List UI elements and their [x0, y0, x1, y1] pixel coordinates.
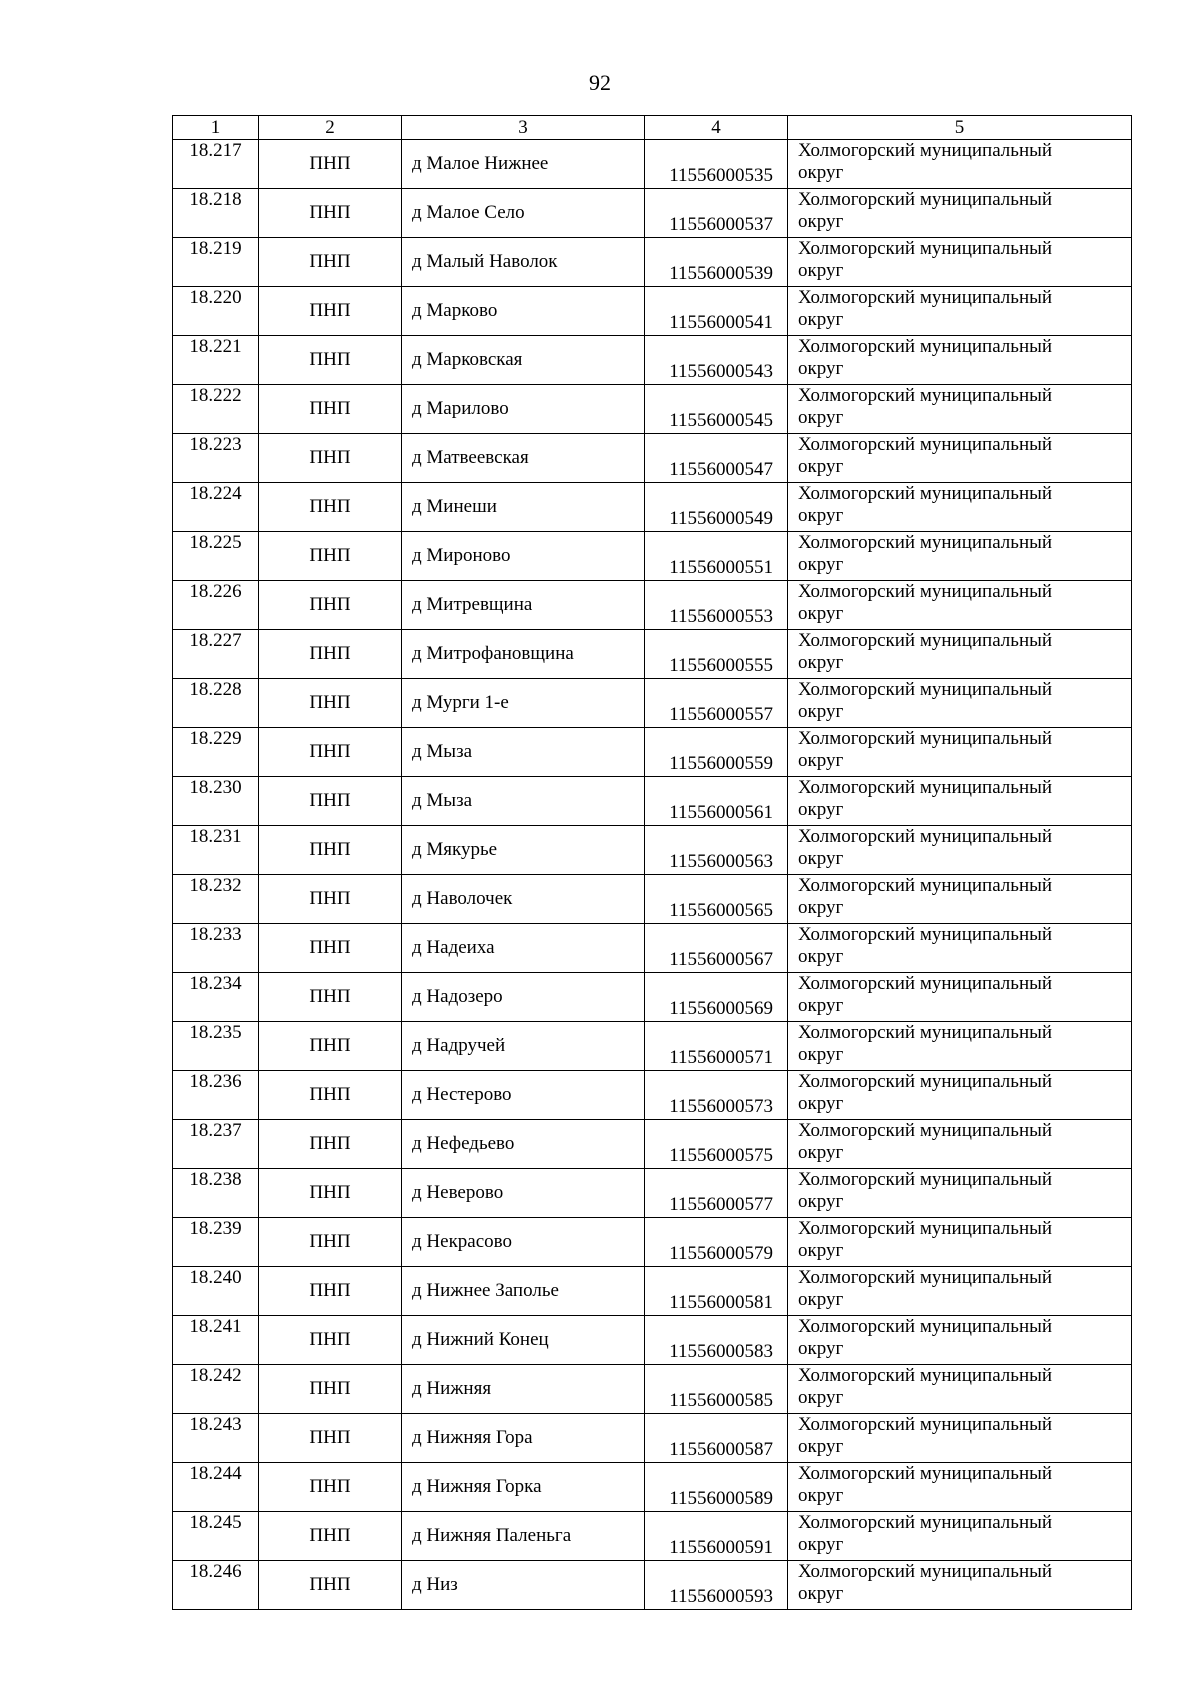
oktmo-code-cell: 11556000591	[645, 1512, 788, 1561]
table-header	[173, 116, 1132, 140]
municipal-district-line-1: Холмогорский муниципальный	[798, 1120, 1053, 1141]
object-type-cell: ПНП	[259, 434, 402, 483]
municipal-district-line-2: округ	[798, 1436, 844, 1457]
municipal-district-line-1: Холмогорский муниципальный	[798, 1071, 1053, 1092]
municipal-district-line-2: округ	[798, 603, 844, 624]
row-number-cell: 18.221	[173, 336, 259, 385]
row-number-cell: 18.241	[173, 1316, 259, 1365]
oktmo-code-cell: 11556000535	[645, 140, 788, 189]
oktmo-code-cell: 11556000549	[645, 483, 788, 532]
municipal-district-cell	[788, 679, 1132, 728]
oktmo-code-cell: 11556000569	[645, 973, 788, 1022]
object-type-cell: ПНП	[259, 1267, 402, 1316]
row-number-cell: 18.243	[173, 1414, 259, 1463]
row-number-cell: 18.236	[173, 1071, 259, 1120]
settlement-name-cell: д Марково	[402, 287, 645, 336]
municipal-district-line-1: Холмогорский муниципальный	[798, 1561, 1053, 1582]
municipal-district-line-2: округ	[798, 1093, 844, 1114]
municipal-district-cell	[788, 728, 1132, 777]
row-number-cell: 18.246	[173, 1561, 259, 1610]
municipal-district-line-2: округ	[798, 260, 844, 281]
row-number-cell: 18.217	[173, 140, 259, 189]
municipal-district-cell	[788, 238, 1132, 287]
settlement-name-cell: д Мурги 1-е	[402, 679, 645, 728]
municipal-district-cell	[788, 1365, 1132, 1414]
object-type-cell: ПНП	[259, 287, 402, 336]
row-number-cell: 18.244	[173, 1463, 259, 1512]
object-type-cell: ПНП	[259, 336, 402, 385]
row-number-cell: 18.224	[173, 483, 259, 532]
municipal-district-cell	[788, 777, 1132, 826]
municipal-district-line-2: округ	[798, 456, 844, 477]
table-row	[173, 1365, 1132, 1414]
municipal-district-line-1: Холмогорский муниципальный	[798, 973, 1053, 994]
table-row	[173, 1218, 1132, 1267]
table-row	[173, 532, 1132, 581]
row-number-cell: 18.232	[173, 875, 259, 924]
oktmo-code-cell: 11556000561	[645, 777, 788, 826]
oktmo-code-cell: 11556000577	[645, 1169, 788, 1218]
row-number-cell: 18.220	[173, 287, 259, 336]
object-type-cell: ПНП	[259, 140, 402, 189]
municipal-district-line-1: Холмогорский муниципальный	[798, 336, 1053, 357]
municipal-district-line-1: Холмогорский муниципальный	[798, 777, 1053, 798]
municipal-district-line-2: округ	[798, 897, 844, 918]
table-row	[173, 1316, 1132, 1365]
municipal-district-line-1: Холмогорский муниципальный	[798, 875, 1053, 896]
row-number-cell: 18.225	[173, 532, 259, 581]
municipal-district-cell	[788, 1022, 1132, 1071]
table-row	[173, 777, 1132, 826]
object-type-cell: ПНП	[259, 385, 402, 434]
settlement-name-cell: д Нижняя Паленьга	[402, 1512, 645, 1561]
oktmo-code-cell: 11556000579	[645, 1218, 788, 1267]
municipal-district-line-1: Холмогорский муниципальный	[798, 826, 1053, 847]
settlements-table	[172, 115, 1132, 1610]
row-number-cell: 18.219	[173, 238, 259, 287]
municipal-district-cell	[788, 1414, 1132, 1463]
settlement-name-cell: д Мироново	[402, 532, 645, 581]
settlement-name-cell: д Наволочек	[402, 875, 645, 924]
oktmo-code-cell: 11556000587	[645, 1414, 788, 1463]
municipal-district-line-1: Холмогорский муниципальный	[798, 532, 1053, 553]
table-row	[173, 483, 1132, 532]
table-row	[173, 1561, 1132, 1610]
municipal-district-line-1: Холмогорский муниципальный	[798, 581, 1053, 602]
settlement-name-cell: д Митрофановщина	[402, 630, 645, 679]
municipal-district-line-1: Холмогорский муниципальный	[798, 1218, 1053, 1239]
row-number-cell: 18.235	[173, 1022, 259, 1071]
column-header-1: 1	[173, 116, 259, 140]
object-type-cell: ПНП	[259, 532, 402, 581]
object-type-cell: ПНП	[259, 630, 402, 679]
municipal-district-cell	[788, 875, 1132, 924]
object-type-cell: ПНП	[259, 1512, 402, 1561]
municipal-district-line-1: Холмогорский муниципальный	[798, 140, 1053, 161]
municipal-district-line-2: округ	[798, 162, 844, 183]
oktmo-code-cell: 11556000547	[645, 434, 788, 483]
municipal-district-line-2: округ	[798, 505, 844, 526]
municipal-district-line-1: Холмогорский муниципальный	[798, 189, 1053, 210]
municipal-district-cell	[788, 1463, 1132, 1512]
row-number-cell: 18.227	[173, 630, 259, 679]
table-row	[173, 581, 1132, 630]
object-type-cell: ПНП	[259, 581, 402, 630]
municipal-district-line-2: округ	[798, 799, 844, 820]
object-type-cell: ПНП	[259, 973, 402, 1022]
row-number-cell: 18.226	[173, 581, 259, 630]
oktmo-code-cell: 11556000593	[645, 1561, 788, 1610]
settlement-name-cell: д Малое Село	[402, 189, 645, 238]
row-number-cell: 18.229	[173, 728, 259, 777]
municipal-district-line-1: Холмогорский муниципальный	[798, 287, 1053, 308]
municipal-district-line-2: округ	[798, 211, 844, 232]
municipal-district-cell	[788, 1218, 1132, 1267]
municipal-district-line-1: Холмогорский муниципальный	[798, 1463, 1053, 1484]
object-type-cell: ПНП	[259, 679, 402, 728]
oktmo-code-cell: 11556000589	[645, 1463, 788, 1512]
object-type-cell: ПНП	[259, 189, 402, 238]
municipal-district-line-1: Холмогорский муниципальный	[798, 483, 1053, 504]
object-type-cell: ПНП	[259, 1316, 402, 1365]
settlement-name-cell: д Надручей	[402, 1022, 645, 1071]
municipal-district-cell	[788, 1120, 1132, 1169]
municipal-district-cell	[788, 581, 1132, 630]
table-row	[173, 1022, 1132, 1071]
settlement-name-cell: д Надозеро	[402, 973, 645, 1022]
oktmo-code-cell: 11556000581	[645, 1267, 788, 1316]
row-number-cell: 18.234	[173, 973, 259, 1022]
municipal-district-cell	[788, 1561, 1132, 1610]
table-row	[173, 1414, 1132, 1463]
municipal-district-cell	[788, 1512, 1132, 1561]
object-type-cell: ПНП	[259, 1120, 402, 1169]
settlement-name-cell: д Мыза	[402, 728, 645, 777]
table-row	[173, 630, 1132, 679]
oktmo-code-cell: 11556000571	[645, 1022, 788, 1071]
header-row	[173, 116, 1132, 140]
table-row	[173, 728, 1132, 777]
table-row	[173, 1267, 1132, 1316]
settlement-name-cell: д Некрасово	[402, 1218, 645, 1267]
settlement-name-cell: д Нижняя Горка	[402, 1463, 645, 1512]
municipal-district-line-2: округ	[798, 995, 844, 1016]
oktmo-code-cell: 11556000583	[645, 1316, 788, 1365]
municipal-district-cell	[788, 434, 1132, 483]
municipal-district-cell	[788, 630, 1132, 679]
table-row	[173, 924, 1132, 973]
municipal-district-line-1: Холмогорский муниципальный	[798, 1022, 1053, 1043]
settlement-name-cell: д Нижний Конец	[402, 1316, 645, 1365]
table-row	[173, 1463, 1132, 1512]
settlement-name-cell: д Нижняя	[402, 1365, 645, 1414]
row-number-cell: 18.230	[173, 777, 259, 826]
municipal-district-cell	[788, 483, 1132, 532]
object-type-cell: ПНП	[259, 1169, 402, 1218]
oktmo-code-cell: 11556000545	[645, 385, 788, 434]
object-type-cell: ПНП	[259, 1022, 402, 1071]
municipal-district-cell	[788, 1316, 1132, 1365]
municipal-district-line-2: округ	[798, 652, 844, 673]
row-number-cell: 18.228	[173, 679, 259, 728]
settlement-name-cell: д Мякурье	[402, 826, 645, 875]
object-type-cell: ПНП	[259, 238, 402, 287]
municipal-district-line-1: Холмогорский муниципальный	[798, 1267, 1053, 1288]
table-row	[173, 875, 1132, 924]
oktmo-code-cell: 11556000555	[645, 630, 788, 679]
municipal-district-cell	[788, 287, 1132, 336]
municipal-district-line-2: округ	[798, 1485, 844, 1506]
table-row	[173, 1169, 1132, 1218]
municipal-district-line-1: Холмогорский муниципальный	[798, 679, 1053, 700]
oktmo-code-cell: 11556000559	[645, 728, 788, 777]
row-number-cell: 18.242	[173, 1365, 259, 1414]
object-type-cell: ПНП	[259, 826, 402, 875]
table-row	[173, 1071, 1132, 1120]
column-header-5: 5	[788, 116, 1132, 140]
municipal-district-line-1: Холмогорский муниципальный	[798, 385, 1053, 406]
municipal-district-line-2: округ	[798, 701, 844, 722]
settlement-name-cell: д Нефедьево	[402, 1120, 645, 1169]
object-type-cell: ПНП	[259, 777, 402, 826]
settlement-name-cell: д Надеиха	[402, 924, 645, 973]
municipal-district-line-2: округ	[798, 1534, 844, 1555]
municipal-district-line-2: округ	[798, 1142, 844, 1163]
municipal-district-line-1: Холмогорский муниципальный	[798, 630, 1053, 651]
object-type-cell: ПНП	[259, 1463, 402, 1512]
row-number-cell: 18.239	[173, 1218, 259, 1267]
oktmo-code-cell: 11556000537	[645, 189, 788, 238]
page-number: 92	[589, 70, 611, 95]
municipal-district-cell	[788, 973, 1132, 1022]
row-number-cell: 18.233	[173, 924, 259, 973]
municipal-district-cell	[788, 385, 1132, 434]
table-row	[173, 140, 1132, 189]
municipal-district-line-2: округ	[798, 358, 844, 379]
settlement-name-cell: д Нижняя Гора	[402, 1414, 645, 1463]
table-row	[173, 189, 1132, 238]
municipal-district-line-1: Холмогорский муниципальный	[798, 1512, 1053, 1533]
municipal-district-cell	[788, 924, 1132, 973]
municipal-district-cell	[788, 336, 1132, 385]
object-type-cell: ПНП	[259, 1561, 402, 1610]
municipal-district-line-1: Холмогорский муниципальный	[798, 728, 1053, 749]
settlement-name-cell: д Мыза	[402, 777, 645, 826]
oktmo-code-cell: 11556000557	[645, 679, 788, 728]
oktmo-code-cell: 11556000543	[645, 336, 788, 385]
table-body	[173, 140, 1132, 1610]
row-number-cell: 18.231	[173, 826, 259, 875]
municipal-district-line-2: округ	[798, 1240, 844, 1261]
municipal-district-line-1: Холмогорский муниципальный	[798, 1414, 1053, 1435]
municipal-district-cell	[788, 189, 1132, 238]
column-header-3: 3	[402, 116, 645, 140]
table-row	[173, 1120, 1132, 1169]
table-row	[173, 1512, 1132, 1561]
oktmo-code-cell: 11556000585	[645, 1365, 788, 1414]
table-row	[173, 238, 1132, 287]
municipal-district-cell	[788, 140, 1132, 189]
table-row	[173, 434, 1132, 483]
row-number-cell: 18.223	[173, 434, 259, 483]
object-type-cell: ПНП	[259, 924, 402, 973]
settlement-name-cell: д Марковская	[402, 336, 645, 385]
row-number-cell: 18.238	[173, 1169, 259, 1218]
table-row	[173, 385, 1132, 434]
table-row	[173, 679, 1132, 728]
object-type-cell: ПНП	[259, 875, 402, 924]
municipal-district-line-2: округ	[798, 1044, 844, 1065]
municipal-district-cell	[788, 1169, 1132, 1218]
settlement-name-cell: д Малый Наволок	[402, 238, 645, 287]
municipal-district-line-1: Холмогорский муниципальный	[798, 238, 1053, 259]
municipal-district-cell	[788, 1071, 1132, 1120]
municipal-district-line-2: округ	[798, 1338, 844, 1359]
municipal-district-line-2: округ	[798, 750, 844, 771]
row-number-cell: 18.245	[173, 1512, 259, 1561]
municipal-district-cell	[788, 1267, 1132, 1316]
municipal-district-line-2: округ	[798, 554, 844, 575]
column-header-2: 2	[259, 116, 402, 140]
municipal-district-line-2: округ	[798, 309, 844, 330]
oktmo-code-cell: 11556000553	[645, 581, 788, 630]
municipal-district-cell	[788, 826, 1132, 875]
oktmo-code-cell: 11556000575	[645, 1120, 788, 1169]
row-number-cell: 18.240	[173, 1267, 259, 1316]
settlement-name-cell: д Митревщина	[402, 581, 645, 630]
object-type-cell: ПНП	[259, 1071, 402, 1120]
oktmo-code-cell: 11556000573	[645, 1071, 788, 1120]
object-type-cell: ПНП	[259, 728, 402, 777]
row-number-cell: 18.218	[173, 189, 259, 238]
settlement-name-cell: д Нестерово	[402, 1071, 645, 1120]
municipal-district-line-1: Холмогорский муниципальный	[798, 1169, 1053, 1190]
row-number-cell: 18.222	[173, 385, 259, 434]
oktmo-code-cell: 11556000539	[645, 238, 788, 287]
municipal-district-line-1: Холмогорский муниципальный	[798, 1316, 1053, 1337]
municipal-district-line-2: округ	[798, 848, 844, 869]
table-row	[173, 973, 1132, 1022]
oktmo-code-cell: 11556000551	[645, 532, 788, 581]
municipal-district-line-2: округ	[798, 1191, 844, 1212]
settlement-name-cell: д Неверово	[402, 1169, 645, 1218]
table-row	[173, 287, 1132, 336]
oktmo-code-cell: 11556000567	[645, 924, 788, 973]
oktmo-code-cell: 11556000541	[645, 287, 788, 336]
municipal-district-line-2: округ	[798, 1583, 844, 1604]
object-type-cell: ПНП	[259, 1365, 402, 1414]
oktmo-code-cell: 11556000565	[645, 875, 788, 924]
municipal-district-line-2: округ	[798, 1289, 844, 1310]
municipal-district-line-1: Холмогорский муниципальный	[798, 1365, 1053, 1386]
settlement-name-cell: д Матвеевская	[402, 434, 645, 483]
municipal-district-cell	[788, 532, 1132, 581]
settlement-name-cell: д Малое Нижнее	[402, 140, 645, 189]
object-type-cell: ПНП	[259, 1414, 402, 1463]
municipal-district-line-2: округ	[798, 407, 844, 428]
column-header-4: 4	[645, 116, 788, 140]
object-type-cell: ПНП	[259, 1218, 402, 1267]
object-type-cell: ПНП	[259, 483, 402, 532]
settlement-name-cell: д Минеши	[402, 483, 645, 532]
row-number-cell: 18.237	[173, 1120, 259, 1169]
table-row	[173, 826, 1132, 875]
municipal-district-line-1: Холмогорский муниципальный	[798, 924, 1053, 945]
settlement-name-cell: д Низ	[402, 1561, 645, 1610]
municipal-district-line-2: округ	[798, 946, 844, 967]
oktmo-code-cell: 11556000563	[645, 826, 788, 875]
settlement-name-cell: д Марилово	[402, 385, 645, 434]
municipal-district-line-1: Холмогорский муниципальный	[798, 434, 1053, 455]
table-row	[173, 336, 1132, 385]
municipal-district-line-2: округ	[798, 1387, 844, 1408]
settlement-name-cell: д Нижнее Заполье	[402, 1267, 645, 1316]
